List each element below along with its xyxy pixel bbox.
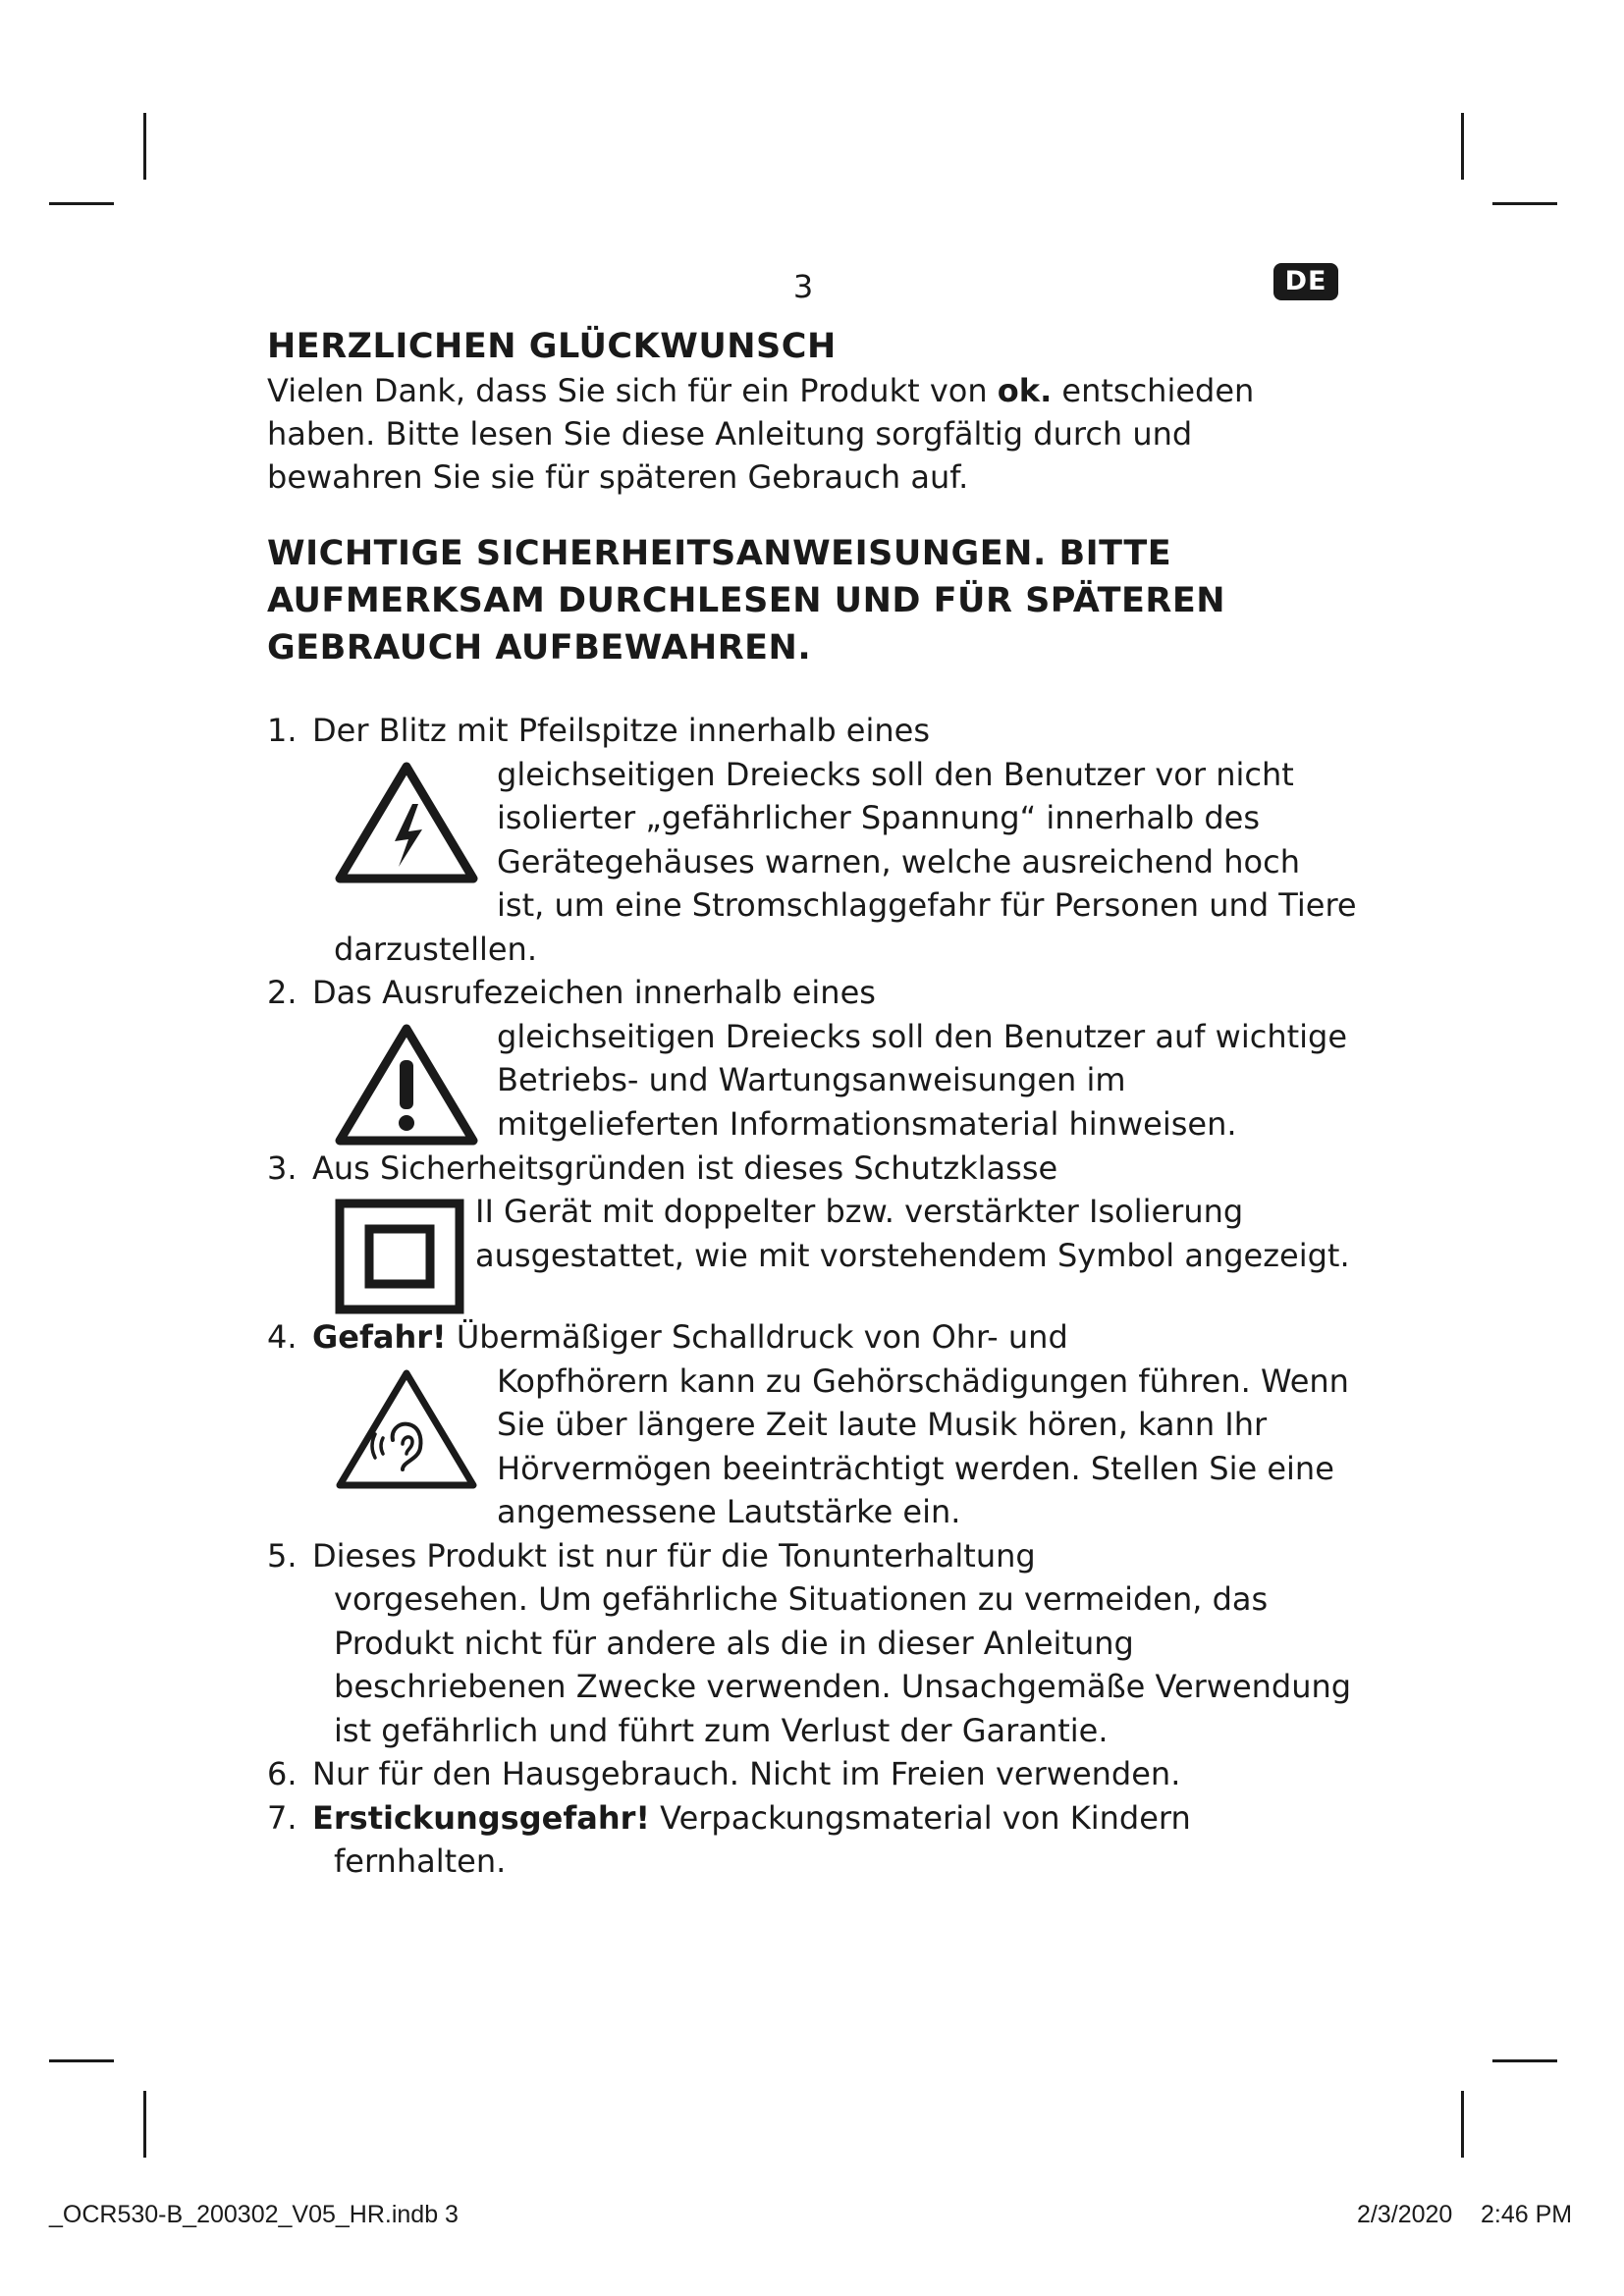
intro-text-part: Vielen Dank, dass Sie sich für ein Produkt von (267, 372, 998, 409)
list-item (267, 1796, 1357, 1884)
item-first-line: Dieses Produkt ist nur für die Tonunterhaltung (312, 1536, 1036, 1575)
exclamation-warning-icon (334, 1023, 481, 1147)
crop-mark (49, 2059, 114, 2062)
lightning-warning-icon (334, 761, 481, 884)
item-number: 2. (267, 974, 298, 1011)
crop-mark (1461, 2091, 1464, 2158)
intro-title: HERZLICHEN GLÜCKWUNSCH (267, 327, 837, 366)
crop-mark (49, 202, 114, 205)
crop-mark (1492, 2059, 1557, 2062)
item-first-line: Der Blitz mit Pfeilspitze innerhalb eines (312, 712, 931, 749)
item-first-line-text: Verpackungsmaterial von Kindern (650, 1798, 1191, 1837)
footer-file-label: _OCR530-B_200302_V05_HR.indb 3 (49, 2201, 459, 2228)
class-ii-double-square-icon (334, 1198, 467, 1315)
item-first-line: Das Ausrufezeichen innerhalb eines (312, 974, 876, 1011)
item-number: 3. (267, 1148, 298, 1187)
item-text: vorgesehen. Um gefährliche Situationen zu vermeiden, das Produkt nicht für andere als die in dieser Anleitung beschriebenen Zwecke verwenden. Unsachgemäße Verwendung ist gefährlich und führt zum Verlust der Garantie. (334, 1580, 1352, 1749)
intro-text (267, 369, 1357, 499)
item-text: fernhalten. (334, 1842, 507, 1880)
item-text: Kopfhörern kann zu Gehörschädigungen führen. Wenn Sie über längere Zeit laute Musik hören, kann Ihr Hörvermögen beeinträchtigt werden. Stellen Sie eine angemessene Lautstärke ein. (497, 1362, 1349, 1530)
list-item (267, 971, 1357, 1147)
list-item (267, 1534, 1357, 1753)
item-number: 6. (267, 1755, 298, 1792)
page-number: 3 (792, 268, 814, 305)
item-first-line: Nur für den Hausgebrauch. Nicht im Freien verwenden. (312, 1755, 1181, 1792)
item-text: gleichseitigen Dreiecks soll den Benutzer vor nicht isolierter „gefährlicher Spannung“ innerhalb des Gerätegehäuses warnen, welche ausreichend hoch ist, um eine Stromschlaggefahr für Personen und Tiere darzustellen. (334, 755, 1357, 968)
item-first-line (312, 1315, 1357, 1360)
safety-title: WICHTIGE SICHERHEITSANWEISUNGEN. BITTE AUFMERKSAM DURCHLESEN UND FÜR SPÄTEREN GEBRAUCH AUFBEWAHREN. (267, 534, 1226, 667)
item-first-line (312, 1796, 1357, 1841)
list-item (267, 1315, 1357, 1534)
item-number: 7. (267, 1798, 298, 1837)
footer-time: 2:46 PM (1481, 2201, 1573, 2228)
item-number: 5. (267, 1536, 298, 1575)
item-text: II Gerät mit doppelter bzw. verstärkter Isolierung ausgestattet, wie mit vorstehendem Symbol angezeigt. (475, 1193, 1350, 1274)
item-first-line: Aus Sicherheitsgründen ist dieses Schutzklasse (312, 1148, 1058, 1187)
item-first-line-text: Übermäßiger Schalldruck von Ohr- und (446, 1318, 1068, 1356)
list-item (267, 709, 1357, 971)
danger-label: Gefahr! (312, 1318, 447, 1356)
item-text: gleichseitigen Dreiecks soll den Benutzer auf wichtige Betriebs- und Wartungsanweisungen im mitgelieferten Informationsmaterial hinweisen. (497, 1017, 1348, 1143)
hearing-damage-warning-icon (334, 1367, 481, 1491)
footer-date: 2/3/2020 (1357, 2201, 1453, 2228)
page-content (267, 324, 1357, 1884)
language-badge: DE (1273, 263, 1338, 300)
crop-mark (1461, 113, 1464, 180)
safety-list (267, 709, 1357, 1884)
danger-label: Erstickungsgefahr! (312, 1798, 650, 1837)
crop-mark (143, 113, 146, 180)
list-item (267, 1752, 1357, 1796)
intro-text-part: entschieden haben. Bitte lesen Sie diese Anleitung sorgfältig durch und bewahren Sie sie für späteren Gebrauch auf. (267, 372, 1255, 496)
item-number: 4. (267, 1318, 298, 1356)
item-number: 1. (267, 712, 298, 749)
crop-mark (1492, 202, 1557, 205)
list-item (267, 1147, 1357, 1316)
brand-name: ok. (997, 372, 1053, 409)
crop-mark (143, 2091, 146, 2158)
